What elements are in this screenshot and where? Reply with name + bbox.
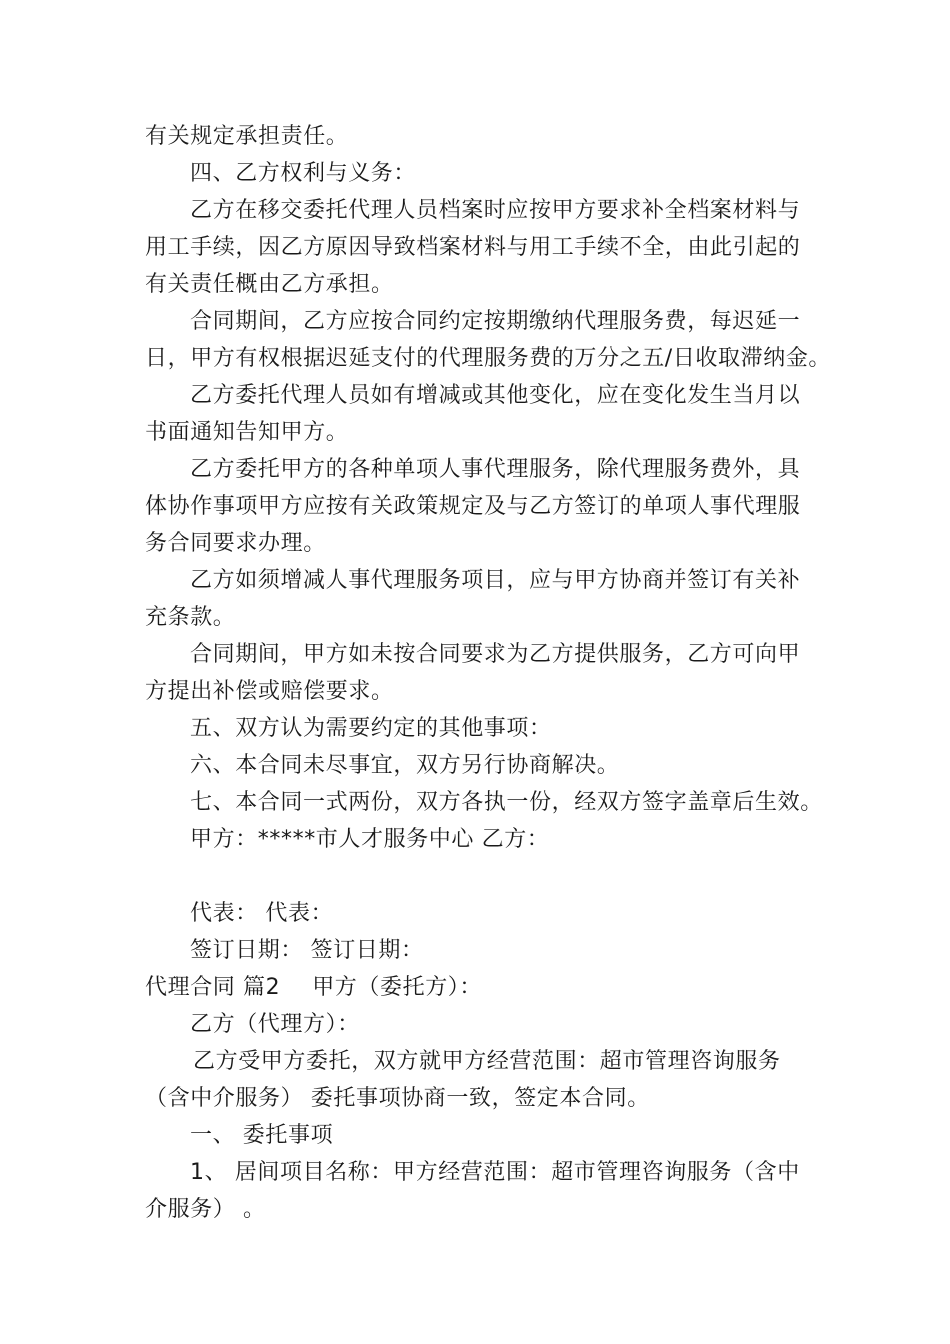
section-heading-6: 六、本合同未尽事宜，双方另行协商解决。 (190, 753, 620, 778)
section-heading-4: 四、乙方权利与义务： (190, 161, 417, 186)
paragraph-line: 用工手续，因乙方原因导致档案材料与用工手续不全，由此引起的 (145, 235, 801, 260)
paragraph-line: 合同期间，甲方如未按合同要求为乙方提供服务，乙方可向甲 (190, 642, 801, 667)
paragraph-line: 乙方如须增减人事代理服务项目，应与甲方协商并签订有关补 (190, 568, 801, 593)
paragraph-line: 乙方受甲方委托，双方就甲方经营范围：超市管理咨询服务 (193, 1049, 781, 1074)
paragraph-line: 充条款。 (145, 605, 236, 630)
paragraph-line: 乙方在移交委托代理人员档案时应按甲方要求补全档案材料与 (190, 198, 801, 223)
section-heading-5: 五、双方认为需要约定的其他事项： (190, 716, 552, 741)
party-b-label: 乙方（代理方）： (190, 1012, 360, 1037)
representative-line: 代表： 代表： (190, 901, 334, 926)
paragraph-line: 书面通知告知甲方。 (145, 420, 349, 445)
section-heading-1: 一、 委托事项 (190, 1123, 334, 1148)
paragraph-line: 日，甲方有权根据迟延支付的代理服务费的万分之五/日收取滞纳金。 (145, 346, 832, 371)
paragraph-line: 乙方委托代理人员如有增减或其他变化，应在变化发生当月以 (190, 383, 801, 408)
paragraph-line: 乙方委托甲方的各种单项人事代理服务，除代理服务费外，具 (190, 457, 801, 482)
signing-date-line: 签订日期： 签订日期： (190, 938, 424, 963)
party-signature-line: 甲方：*****市人才服务中心 乙方： (190, 827, 550, 852)
paragraph-line: 有关规定承担责任。 (145, 124, 349, 149)
contract-title (145, 974, 482, 1002)
paragraph-line: 体协作事项甲方应按有关政策规定及与乙方签订的单项人事代理服 (145, 494, 801, 519)
paragraph-line: 合同期间，乙方应按合同约定按期缴纳代理服务费，每迟延一 (190, 309, 801, 334)
paragraph-line: 有关责任概由乙方承担。 (145, 272, 394, 297)
paragraph-line: 1、 居间项目名称：甲方经营范围：超市管理咨询服务（含中 (190, 1160, 800, 1185)
contract-title-text: 代理合同 篇2 (145, 975, 281, 1000)
paragraph-line: 方提出补偿或赔偿要求。 (145, 679, 394, 704)
paragraph-line: （含中介服务） 委托事项协商一致，签定本合同。 (145, 1086, 650, 1111)
section-heading-7: 七、本合同一式两份，双方各执一份，经双方签字盖章后生效。 (190, 790, 823, 815)
party-a-label: 甲方（委托方）： (312, 975, 483, 1000)
paragraph-line: 介服务） 。 (145, 1197, 266, 1222)
paragraph-line: 务合同要求办理。 (145, 531, 326, 556)
